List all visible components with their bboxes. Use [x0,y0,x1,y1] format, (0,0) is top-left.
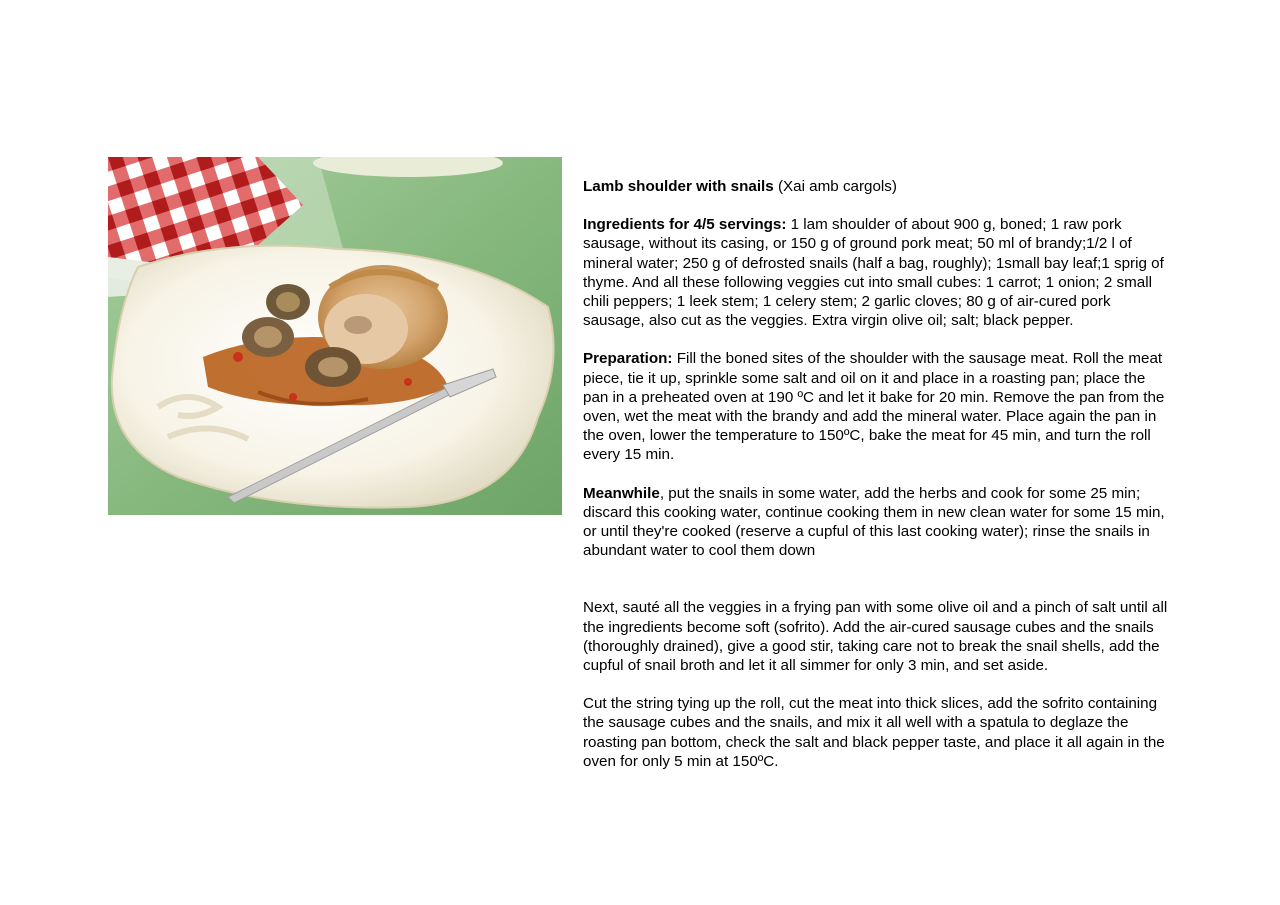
ingredients-paragraph [583,215,1173,330]
recipe-text [583,177,1173,790]
dish-photo [108,157,562,515]
meanwhile-paragraph [583,484,1173,561]
spacer [583,579,1173,598]
next-paragraph: Next, sauté all the veggies in a frying pan with some olive oil and a pinch of salt until all the ingredients become soft (sofrito). Add the air-cured sausage cubes and the snails (thoroughly drained), give a good stir, taking care not to break the snail shells, add the cupful of snail broth and let it all simmer for only 3 min, and set aside. [583,599,1168,675]
final-paragraph: Cut the string tying up the roll, cut the meat into thick slices, add the sofrito containing the sausage cubes and the snails, and mix it all well with a spatula to deglaze the roasting pan bottom, check the salt and black pepper taste, and place it all again in the oven for only 5 min at 150ºC. [583,695,1165,770]
ingredients-label: Ingredients for 4/5 servings: [583,216,787,234]
preparation-label: Preparation: [583,350,673,368]
recipe-title-bold: Lamb shoulder with snails [583,178,774,195]
recipe-title-subtitle: (Xai amb cargols) [773,178,897,195]
ingredients-text: 1 lam shoulder of about 900 g, boned; 1 raw pork sausage, without its casing, or 150 g of ground pork meat; 50 ml of brandy;1/2 l of mineral water; 250 g of defrosted snails (half a bag, roughly); 1small bay leaf;1 sprig of thyme. And all these following veggies cut into small cubes: 1 carrot; 1 onion; 2 small chili peppers; 1 leek stem; 1 celery stem; 2 garlic cloves; 80 g of air-cured pork sausage, also cut as the veggies. Extra virgin olive oil; salt; black pepper. [583,216,1164,330]
recipe-title [583,177,1173,196]
preparation-paragraph [583,349,1173,464]
preparation-text: Fill the boned sites of the shoulder with the sausage meat. Roll the meat piece, tie it up, sprinkle some salt and oil on it and place in a roasting pan; place the pan in a preheated oven at 190 ºC and let it bake for 20 min. Remove the pan from the oven, wet the meat with the brandy and add the mineral water. Place again the pan in the oven, lower the temperature to 150ºC, bake the meat for 45 min, and turn the roll every 15 min. [583,350,1165,464]
meanwhile-text: , put the snails in some water, add the herbs and cook for some 25 min; discard this cooking water, continue cooking them in new clean water for some 15 min, or until they're cooked (reserve a cupful of this last cooking water); rinse the snails in abundant water to cool them down [583,484,1165,560]
meanwhile-label: Meanwhile [583,484,660,502]
